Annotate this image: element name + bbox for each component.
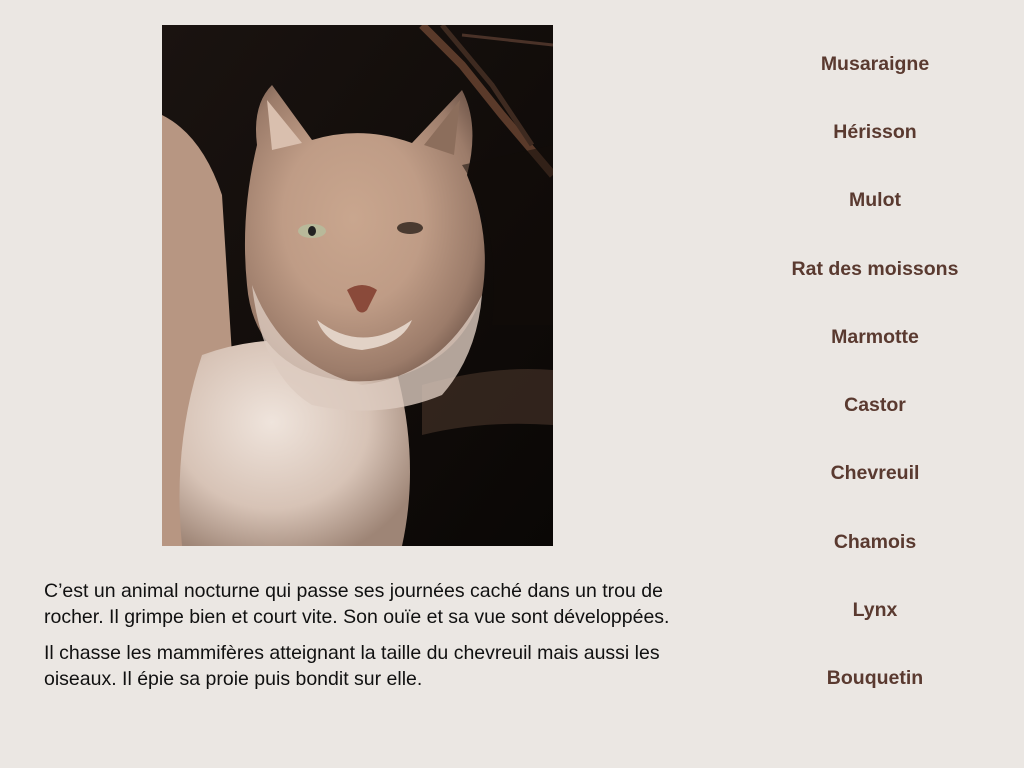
answer-bouquetin[interactable]: Bouquetin (826, 667, 924, 690)
answer-chevreuil[interactable]: Chevreuil (830, 462, 920, 485)
answer-list (760, 30, 990, 713)
lynx-photo (162, 25, 553, 546)
answer-musaraigne[interactable]: Musaraigne (820, 52, 930, 75)
answer-lynx[interactable]: Lynx (852, 599, 898, 622)
answer-chamois[interactable]: Chamois (833, 530, 917, 553)
answer-herisson[interactable]: Hérisson (833, 120, 917, 143)
answer-castor[interactable]: Castor (844, 394, 906, 417)
description-paragraph-1: C’est un animal nocturne qui passe ses journées caché dans un trou de rocher. Il grimpe bien et court vite. Son ouïe et sa vue sont développées. (44, 580, 670, 628)
description-paragraph-2: Il chasse les mammifères atteignant la taille du chevreuil mais aussi les oiseaux. Il épie sa proie puis bondit sur elle. (44, 642, 660, 690)
animal-description (44, 578, 684, 702)
answer-marmotte[interactable]: Marmotte (831, 325, 919, 348)
answer-mulot[interactable]: Mulot (849, 189, 901, 212)
answer-rat-des-moissons[interactable]: Rat des moissons (791, 257, 959, 280)
